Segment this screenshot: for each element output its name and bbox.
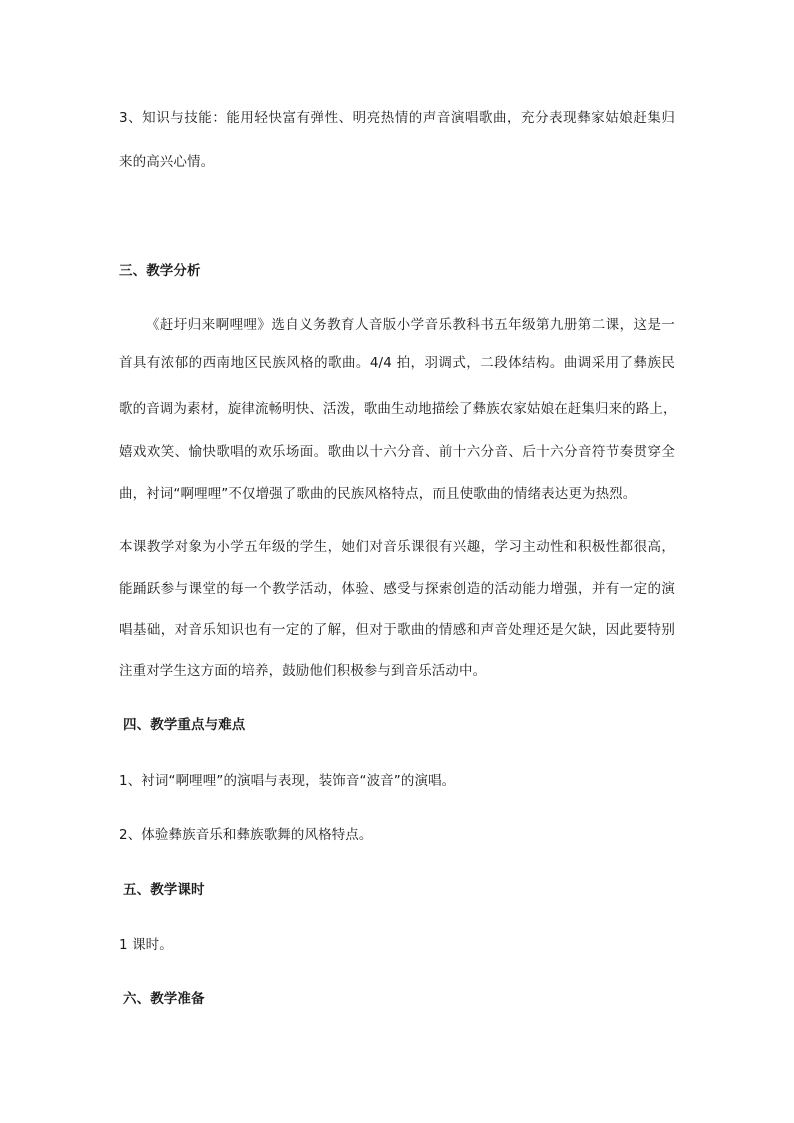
analysis-para2-line-1: 本课教学对象为小学五年级的学生，她们对音乐课很有兴趣，学习主动性和积极性都很高， [119,539,675,555]
heading-key-points: 四、教学重点与难点 [123,717,246,733]
analysis-para2-line-3: 唱基础，对音乐知识也有一定的了解，但对于歌曲的情感和声音处理还是欠缺，因此要特别 [119,622,675,638]
knowledge-skill-line-2: 来的高兴心情。 [119,154,215,170]
heading-teaching-analysis: 三、教学分析 [119,263,201,279]
analysis-para1-line-2: 首具有浓郁的西南地区民族风格的歌曲。4/4 拍，羽调式，二段体结构。曲调采用了彝族民 [119,355,675,371]
knowledge-skill-line-1: 3、知识与技能：能用轻快富有弹性、明亮热情的声音演唱歌曲，充分表现彝家姑娘赶集归 [119,110,675,126]
heading-class-hours: 五、教学课时 [123,882,205,898]
analysis-para2-line-4: 注重对学生这方面的培养，鼓励他们积极参与到音乐活动中。 [119,663,487,679]
key-point-item-2: 2、体验彝族音乐和彝族歌舞的风格特点。 [119,827,373,843]
analysis-para1-line-5: 曲，衬词“啊哩哩”不仅增强了歌曲的民族风格特点，而且使歌曲的情绪表达更为热烈。 [119,486,637,502]
analysis-para2-line-2: 能踊跃参与课堂的每一个教学活动，体验、感受与探索创造的活动能力增强，并有一定的演 [119,581,675,597]
analysis-para1-line-3: 歌的音调为素材，旋律流畅明快、活泼，歌曲生动地描绘了彝族农家姑娘在赶集归来的路上， [119,401,677,417]
analysis-para1-line-1: 《赶圩归来啊哩哩》选自义务教育人音版小学音乐教科书五年级第九册第二课，这是一 [146,317,675,333]
analysis-para1-line-4: 嬉戏欢笑、愉快歌唱的欢乐场面。歌曲以十六分音、前十六分音、后十六分音符节奏贯穿全 [119,444,675,460]
heading-preparation: 六、教学准备 [123,991,205,1007]
class-hours-text: 1 课时。 [119,937,173,953]
key-point-item-1: 1、衬词“啊哩哩”的演唱与表现，装饰音“波音”的演唱。 [119,773,456,789]
